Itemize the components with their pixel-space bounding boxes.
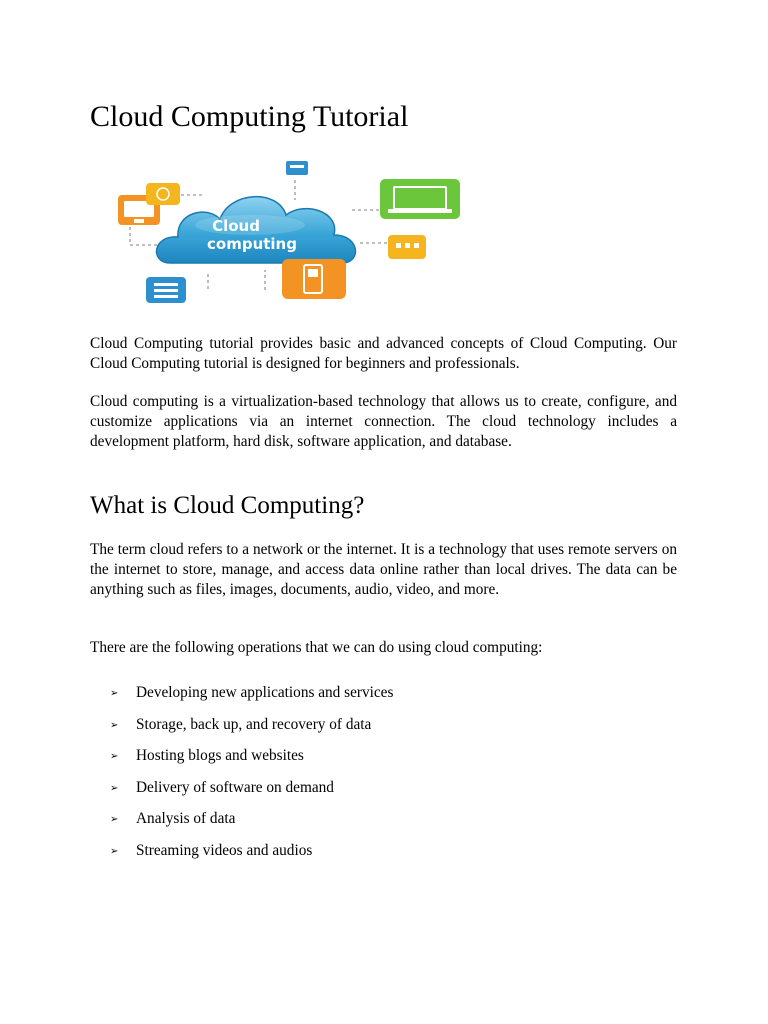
globe-icon: [146, 183, 180, 205]
section-heading: What is Cloud Computing?: [90, 492, 365, 519]
storage-icon: [146, 277, 186, 303]
list-item: [110, 839, 393, 871]
list-item-text: Storage, back up, and recovery of data: [136, 715, 372, 733]
network-icon: [388, 235, 426, 259]
list-item: [110, 713, 393, 745]
definition-paragraph: The term cloud refers to a network or the internet. It is a technology that uses remote servers on the internet to store, manage, and access data online rather than local drives. The data can be anything such as files, images, documents, audio, video, and more.: [90, 541, 677, 598]
cloud-label-line2: computing: [207, 235, 297, 253]
list-item: [110, 744, 393, 776]
virtualization-paragraph: Cloud computing is a virtualization-based technology that allows us to create, configure, and customize applications via an internet connection. The cloud technology includes a development platform, hard disk, software application, and database.: [90, 393, 677, 450]
list-item-text: Analysis of data: [136, 810, 236, 828]
arrow-bullet-icon: ➢: [110, 782, 119, 794]
arrow-bullet-icon: ➢: [110, 814, 119, 826]
arrow-bullet-icon: ➢: [110, 688, 119, 699]
list-item: [110, 807, 393, 839]
cloud-icon: [157, 197, 356, 263]
list-item-text: Developing new applications and services: [136, 684, 394, 701]
page-title: Cloud Computing Tutorial: [90, 100, 409, 133]
list-item-text: Streaming videos and audios: [136, 841, 313, 859]
list-item: [110, 681, 393, 713]
phone-icon: [282, 259, 346, 299]
cloud-label-line1: Cloud: [212, 217, 260, 235]
arrow-bullet-icon: ➢: [110, 719, 119, 731]
server-icon: [286, 161, 308, 175]
arrow-bullet-icon: ➢: [110, 845, 119, 857]
list-item: [110, 776, 393, 808]
arrow-bullet-icon: ➢: [110, 751, 119, 763]
operations-intro: There are the following operations that we can do using cloud computing:: [90, 639, 543, 656]
list-item-text: Hosting blogs and websites: [136, 747, 304, 765]
intro-paragraph: Cloud Computing tutorial provides basic and advanced concepts of Cloud Computing. Our Cloud Computing tutorial is designed for beginners and professionals.: [90, 335, 677, 372]
cloud-computing-illustration: [90, 155, 470, 315]
list-item-text: Delivery of software on demand: [136, 778, 334, 796]
operations-list: [110, 681, 393, 871]
laptop-icon: [380, 179, 460, 219]
